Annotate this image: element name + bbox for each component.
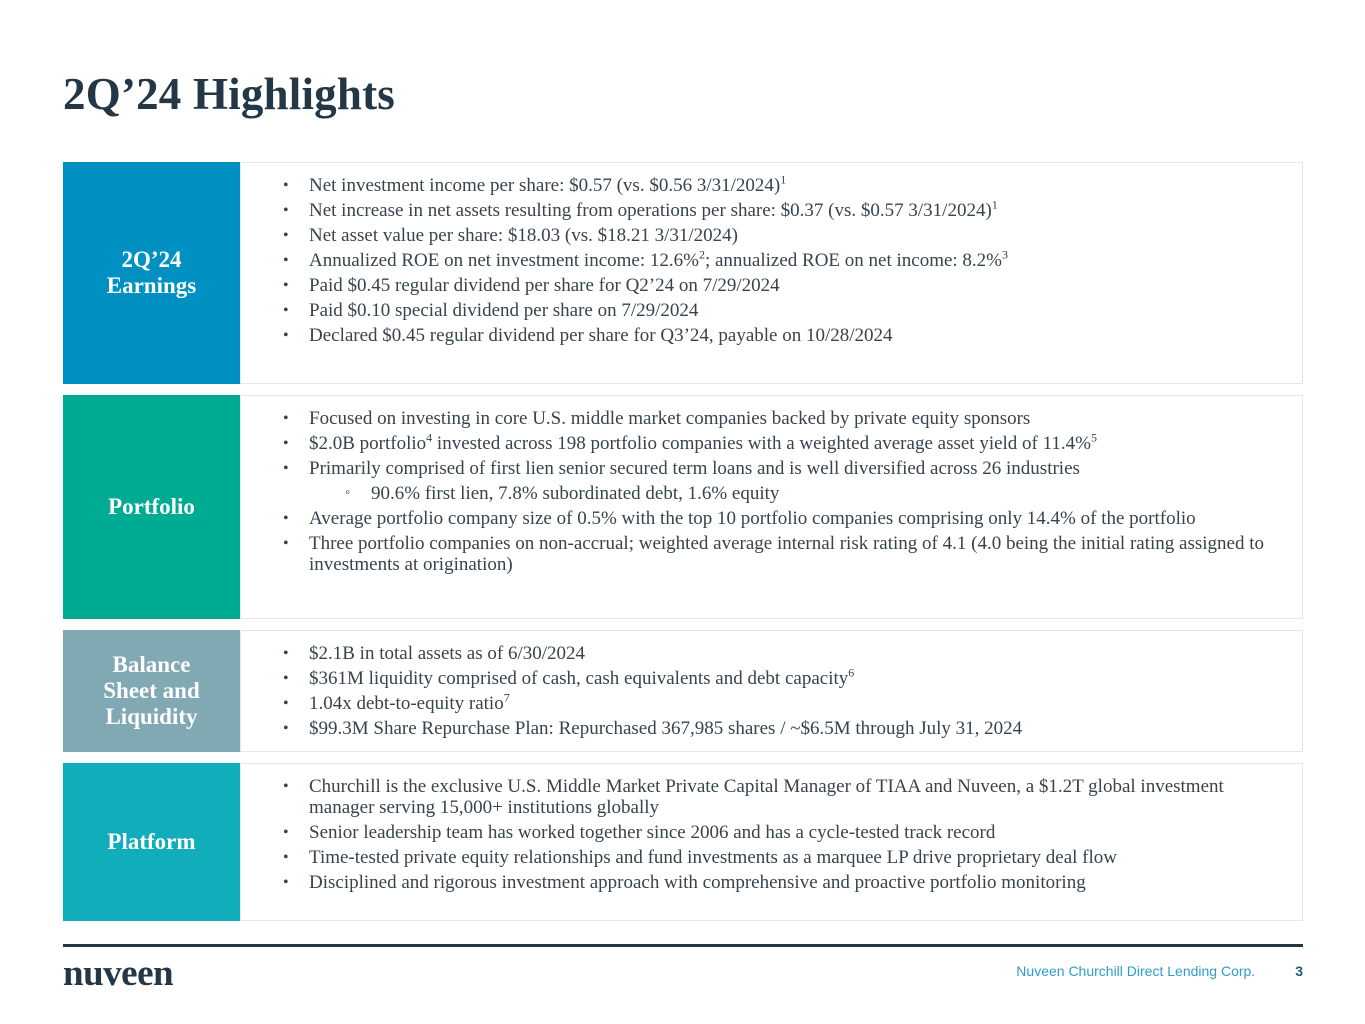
- footnote-superscript: 2: [698, 247, 705, 262]
- bullet-item: [241, 275, 1302, 296]
- dot-bullet-icon: •: [283, 670, 289, 687]
- page-title: 2Q’24 Highlights: [63, 69, 395, 119]
- section-label-line: Sheet and: [103, 678, 200, 704]
- bullet-item: [241, 458, 1302, 479]
- section-content: [240, 395, 1303, 619]
- bullet-text: $2.1B in total assets as of 6/30/2024: [309, 643, 586, 664]
- section-row-2: [63, 395, 1303, 619]
- section-content: [240, 630, 1303, 752]
- section-label-line: Platform: [107, 829, 196, 855]
- sub-bullet-item: [241, 483, 1302, 504]
- bullet-text: Average portfolio company size of 0.5% with the top 10 portfolio companies comprising only 14.4% of the portfolio: [309, 508, 1196, 529]
- bullet-item: [241, 325, 1302, 346]
- bullet-item: [241, 872, 1302, 893]
- highlights-table: [63, 162, 1303, 932]
- page-number: 3: [1295, 963, 1303, 979]
- section-content: [240, 162, 1303, 384]
- bullet-text: Time-tested private equity relationships and fund investments as a marquee LP drive proprietary deal flow: [309, 847, 1117, 868]
- bullet-text: Senior leadership team has worked together since 2006 and has a cycle-tested track record: [309, 822, 996, 843]
- footnote-superscript: 5: [1091, 430, 1098, 445]
- section-label: [63, 395, 240, 619]
- bullet-text: Disciplined and rigorous investment approach with comprehensive and proactive portfolio monitoring: [309, 872, 1086, 893]
- footer-divider: [63, 944, 1303, 947]
- bullet-text: $361M liquidity comprised of cash, cash equivalents and debt capacity$^6$: [309, 665, 855, 689]
- dot-bullet-icon: •: [283, 410, 289, 427]
- dot-bullet-icon: •: [283, 778, 289, 795]
- dot-bullet-icon: •: [283, 202, 289, 219]
- bullet-list: [241, 396, 1302, 587]
- dot-bullet-icon: •: [283, 435, 289, 452]
- footer-company-name: Nuveen Churchill Direct Lending Corp.: [1016, 963, 1256, 979]
- section-label: [63, 763, 240, 921]
- bullet-item: [241, 718, 1302, 739]
- footnote-superscript: 1: [780, 172, 787, 187]
- section-label-line: Earnings: [106, 273, 197, 298]
- bullet-text: Churchill is the exclusive U.S. Middle Market Private Capital Manager of TIAA and Nuveen, a $1.2T global investment manager serving 15,000+ institutions globally: [309, 776, 1224, 818]
- section-row-1: [63, 162, 1303, 384]
- dot-bullet-icon: •: [283, 645, 289, 662]
- dot-bullet-icon: •: [283, 277, 289, 294]
- footnote-superscript: 6: [848, 665, 855, 680]
- section-label-line: Portfolio: [108, 494, 195, 520]
- bullet-item: [241, 172, 1302, 196]
- dot-bullet-icon: •: [283, 460, 289, 477]
- bullet-list: [241, 631, 1302, 751]
- section-row-4: [63, 763, 1303, 921]
- bullet-text: Paid $0.10 special dividend per share on 7/29/2024: [309, 300, 699, 321]
- section-label-line: 2Q’24: [121, 247, 182, 273]
- footnote-superscript: 4: [426, 430, 433, 445]
- dot-bullet-icon: •: [283, 695, 289, 712]
- bullet-text: Net asset value per share: $18.03 (vs. $18.21 3/31/2024): [309, 225, 738, 246]
- bullet-text: Declared $0.45 regular dividend per share for Q3’24, payable on 10/28/2024: [309, 325, 893, 346]
- bullet-item: [241, 430, 1302, 454]
- bullet-item: [241, 508, 1302, 529]
- bullet-text: $2.0B portfolio$^4$ invested across 198 portfolio companies with a weighted average asset yield of 11.4%$^5$: [309, 430, 1098, 454]
- bullet-text: Net increase in net assets resulting from operations per share: $0.37 (vs. $0.57 3/31/2024)$^1$: [309, 197, 998, 221]
- dot-bullet-icon: •: [283, 824, 289, 841]
- footer: [1016, 963, 1303, 979]
- dot-bullet-icon: •: [283, 849, 289, 866]
- bullet-list: [241, 163, 1302, 358]
- bullet-text: Primarily comprised of first lien senior secured term loans and is well diversified across 26 industries: [309, 458, 1080, 479]
- bullet-text: Focused on investing in core U.S. middle market companies backed by private equity sponsors: [309, 408, 1031, 429]
- bullet-text: 90.6% first lien, 7.8% subordinated debt, 1.6% equity: [371, 483, 780, 504]
- dot-bullet-icon: •: [283, 874, 289, 891]
- bullet-text: Annualized ROE on net investment income: 12.6%$^2$; annualized ROE on net income: 8.2%$^3$: [309, 247, 1009, 271]
- bullet-item: [241, 776, 1302, 818]
- dot-bullet-icon: •: [283, 510, 289, 527]
- dot-bullet-icon: •: [283, 327, 289, 344]
- bullet-item: [241, 643, 1302, 664]
- dot-bullet-icon: •: [283, 302, 289, 319]
- circle-bullet-icon: ◦: [345, 485, 351, 501]
- bullet-item: [241, 247, 1302, 271]
- section-label: [63, 630, 240, 752]
- bullet-item: [241, 408, 1302, 429]
- bullet-list: [241, 764, 1302, 905]
- section-label-line: Liquidity: [105, 703, 198, 729]
- bullet-text: Net investment income per share: $0.57 (vs. $0.56 3/31/2024)$^1$: [309, 172, 787, 196]
- dot-bullet-icon: •: [283, 535, 289, 552]
- dot-bullet-icon: •: [283, 177, 289, 194]
- dot-bullet-icon: •: [283, 227, 289, 244]
- bullet-item: [241, 225, 1302, 246]
- bullet-item: [241, 690, 1302, 714]
- bullet-item: [241, 300, 1302, 321]
- bullet-item: [241, 665, 1302, 689]
- footnote-superscript: 3: [1002, 247, 1009, 262]
- bullet-text: Paid $0.45 regular dividend per share for Q2’24 on 7/29/2024: [309, 275, 780, 296]
- bullet-item: [241, 847, 1302, 868]
- bullet-text: $99.3M Share Repurchase Plan: Repurchased 367,985 shares / ~$6.5M through July 31, 2024: [309, 718, 1023, 739]
- bullet-item: [241, 197, 1302, 221]
- section-row-3: [63, 630, 1303, 752]
- bullet-item: [241, 533, 1302, 575]
- section-label: [63, 162, 240, 384]
- footnote-superscript: 1: [991, 197, 998, 212]
- bullet-item: [241, 822, 1302, 843]
- dot-bullet-icon: •: [283, 720, 289, 737]
- bullet-text: 1.04x debt-to-equity ratio$^7$: [309, 690, 510, 714]
- dot-bullet-icon: •: [283, 252, 289, 269]
- section-label-line: Balance: [112, 652, 191, 678]
- bullet-text: Three portfolio companies on non-accrual; weighted average internal risk rating of 4.1 (4.0 being the initial rating assigned to investments at origination): [309, 533, 1264, 575]
- section-content: [240, 763, 1303, 921]
- footnote-superscript: 7: [503, 690, 510, 705]
- nuveen-logo: nuveen: [63, 953, 174, 994]
